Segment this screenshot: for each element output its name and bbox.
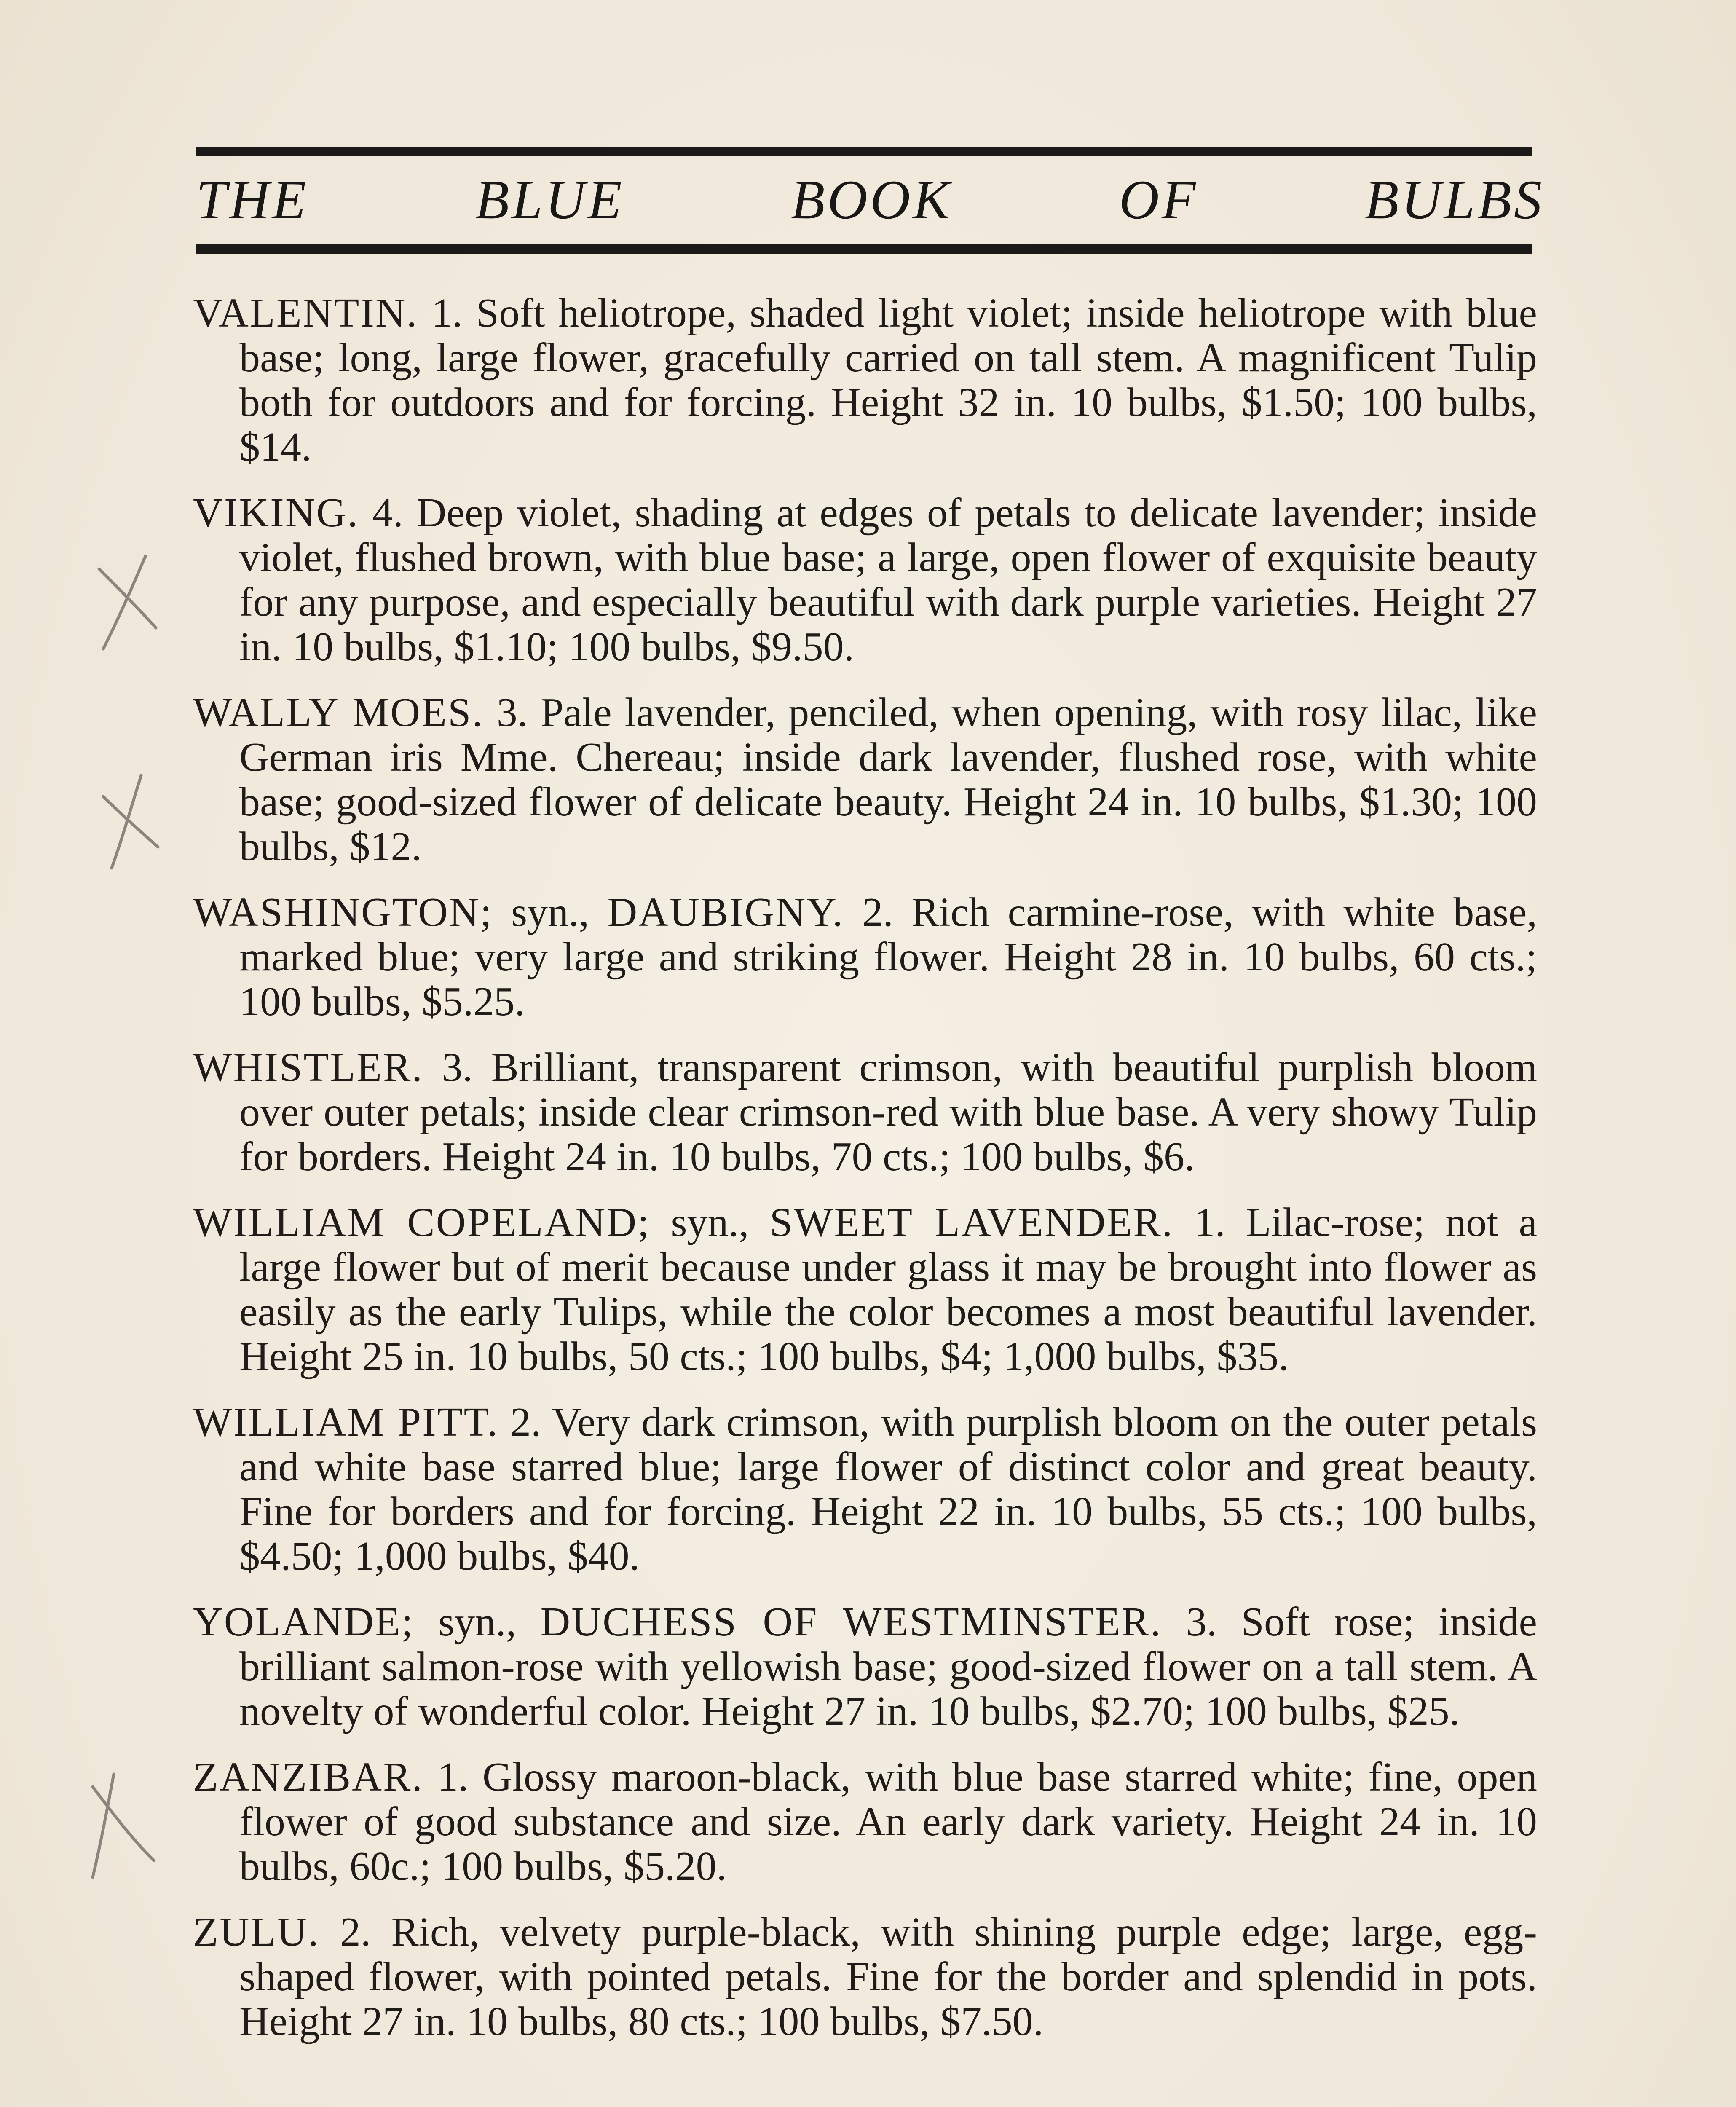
entry-valentin [193, 291, 1537, 469]
entry-description: 1. Soft heliotrope, shaded light violet; inside heliotrope with blue base; long, large flower, gracefully carried on tall stem. A magnificent Tulip both for outdoors and for forcing. Height 32 in. 10 bulbs, $1.50; 100 bulbs, $14. [239, 290, 1537, 470]
entry-name: WILLIAM PITT. [193, 1399, 499, 1445]
entry-name: VIKING. [193, 490, 359, 536]
pencil-x-mark-icon [76, 1770, 152, 1879]
entry-synonym-name: DUCHESS OF WESTMINSTER. [540, 1599, 1162, 1645]
entry-william-copeland [193, 1200, 1537, 1379]
entry-name: YOLANDE; [193, 1599, 414, 1645]
entry-name: ZULU. [193, 1909, 320, 1955]
entry-synonym-label: syn., [671, 1200, 749, 1245]
entry-description: 3. Soft rose; inside brilliant salmon-rose with yellowish base; good-sized flower on a tall stem. A novelty of wonderful color. Height 27 in. 10 bulbs, $2.70; 100 bulbs, $25. [239, 1599, 1538, 1734]
entry-synonym-name: DAUBIGNY. [607, 890, 844, 935]
pencil-x-mark-icon [86, 544, 162, 653]
entry-synonym-label: syn., [438, 1599, 517, 1645]
entry-name: WASHINGTON; [193, 890, 493, 935]
entry-description: 2. Very dark crimson, with purplish bloom on the outer petals and white base starred blue; large flower of distinct color and great beauty. Fine for borders and for forcing. Height 22 in. 10 bulbs, 55 cts.; 100 bulbs, $4.50; 1,000 bulbs, $40. [239, 1399, 1537, 1579]
running-head [196, 164, 1544, 235]
entry-description: 1. Glossy maroon-black, with blue base starred white; fine, open flower of good substance and size. An early dark variety. Height 24 in. 10 bulbs, 60c.; 100 bulbs, $5.20. [239, 1754, 1538, 1889]
entry-yolande [193, 1600, 1537, 1734]
entry-name: WALLY MOES. [193, 690, 484, 735]
entry-wally-moes [193, 690, 1537, 869]
header-rule-top [196, 147, 1532, 156]
entry-description: 3. Brilliant, transparent crimson, with beautiful purplish bloom over outer petals; inside clear crimson-red with blue base. A very showy Tulip for borders. Height 24 in. 10 bulbs, 70 cts.; 100 bulbs, $6. [239, 1045, 1538, 1179]
entry-whistler [193, 1045, 1537, 1179]
entry-synonym-label: syn., [511, 890, 589, 935]
entry-name: WHISTLER. [193, 1045, 423, 1090]
entry-washington [193, 890, 1537, 1024]
entry-list [193, 291, 1537, 2065]
entry-description: 4. Deep violet, shading at edges of petals to delicate lavender; inside violet, flushed brown, with blue base; a large, open flower of exquisite beauty for any purpose, and especially beautiful with dark purple varieties. Height 27 in. 10 bulbs, $1.10; 100 bulbs, $9.50. [239, 490, 1537, 670]
running-head-word: THE [196, 168, 309, 231]
running-head-word: OF [1119, 168, 1198, 231]
entry-william-pitt [193, 1400, 1537, 1579]
entry-description: 2. Rich, velvety purple-black, with shining purple edge; large, egg-shaped flower, with pointed petals. Fine for the border and splendid in pots. Height 27 in. 10 bulbs, 80 cts.; 100 bulbs, $7.50. [239, 1909, 1537, 2044]
entry-viking [193, 491, 1537, 669]
entry-description: 3. Pale lavender, penciled, when opening, with rosy lilac, like German iris Mme. Chereau; inside dark lavender, flushed rose, with white base; good-sized flower of delicate beauty. Height 24 in. 10 bulbs, $1.30; 100 bulbs, $12. [239, 690, 1538, 869]
pencil-x-mark-icon [91, 767, 166, 877]
entry-zulu [193, 1910, 1537, 2044]
entry-description: 1. Lilac-rose; not a large flower but of merit because under glass it may be brought into flower as easily as the early Tulips, while the color becomes a most beautiful lavender. Height 25 in. 10 bulbs, 50 cts.; 100 bulbs, $4; 1,000 bulbs, $35. [239, 1200, 1538, 1379]
running-head-word: BOOK [791, 168, 953, 231]
entry-synonym-name: SWEET LAVENDER. [769, 1200, 1174, 1245]
running-head-word: BLUE [475, 168, 624, 231]
entry-description: 2. Rich carmine-rose, with white base, marked blue; very large and striking flower. Height 28 in. 10 bulbs, 60 cts.; 100 bulbs, $5.25. [239, 890, 1538, 1024]
entry-zanzibar [193, 1755, 1537, 1889]
entry-name: WILLIAM COPELAND; [193, 1200, 651, 1245]
entry-name: ZANZIBAR. [193, 1754, 423, 1800]
header-rule-bottom [196, 244, 1532, 254]
running-head-word: BULBS [1364, 168, 1544, 231]
entry-name: VALENTIN. [193, 290, 418, 336]
